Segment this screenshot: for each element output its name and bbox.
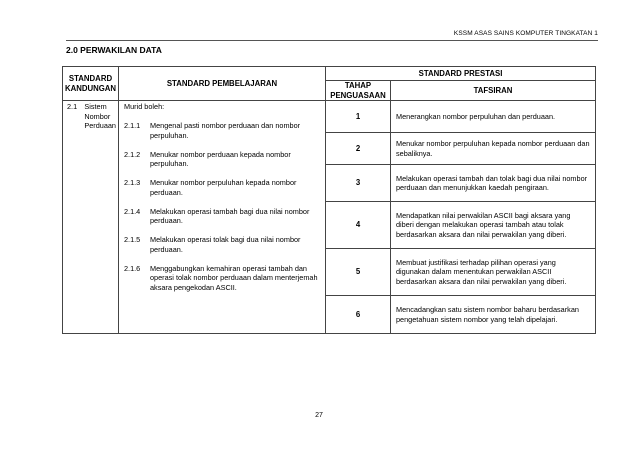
sp-item-number: 2.1.2 [124,149,141,159]
sp-item-text: Melakukan operasi tolak bagi dua nilai nombor perduaan. [150,235,301,254]
sp-item [122,150,322,169]
header-divider [66,40,598,41]
tahap-cell: 4 [326,202,391,249]
tahap-cell: 3 [326,165,391,202]
sp-item-text: Mengenal pasti nombor perduaan dan nombor perpuluhan. [150,121,301,140]
section-title: 2.0 PERWAKILAN DATA [66,45,162,55]
sp-item-number: 2.1.6 [124,263,141,273]
sp-item-text: Menukar nombor perpuluhan kepada nombor perduaan. [150,178,297,197]
sp-item [122,235,322,254]
tafsiran-cell: Mencadangkan satu sistem nombor baharu berdasarkan pengetahuan sistem nombor yang telah dipelajari. [391,296,596,334]
header-tahap-penguasaan: TAHAP PENGUASAAN [326,81,391,101]
header-standard-pembelajaran: STANDARD PEMBELAJARAN [119,67,326,101]
curriculum-table [62,66,596,334]
header-standard-kandungan: STANDARD KANDUNGAN [63,67,119,101]
sp-item [122,178,322,197]
tafsiran-cell: Melakukan operasi tambah dan tolak bagi dua nilai nombor perduaan dan menunjukkan kaedah pengiraan. [391,165,596,202]
tahap-cell: 1 [326,101,391,133]
sp-item [122,121,322,140]
tafsiran-cell: Mendapatkan nilai perwakilan ASCII bagi aksara yang diberi dengan melakukan operasi tambah atau tolak berdasarkan aksara dan nilai perwakilan yang diberi. [391,202,596,249]
tahap-cell: 6 [326,296,391,334]
sp-item-number: 2.1.1 [124,121,141,130]
sp-item [122,207,322,226]
sp-item-text: Menggabungkan kemahiran operasi tambah dan operasi tolak nombor perduaan dalam menterjemah aksara pengekodan ASCII. [150,263,318,292]
tahap-cell: 5 [326,249,391,296]
running-header: KSSM ASAS SAINS KOMPUTER TINGKATAN 1 [453,30,598,37]
sp-item-number: 2.1.5 [124,235,141,244]
sp-item-number: 2.1.4 [124,206,141,216]
page-number: 27 [315,412,323,419]
sp-item-text: Melakukan operasi tambah bagi dua nilai nombor perduaan. [150,206,310,225]
tafsiran-cell: Menerangkan nombor perpuluhan dan perduaan. [391,101,596,133]
header-tafsiran: TAFSIRAN [391,81,596,101]
sp-item [122,264,322,293]
sp-item-text: Menukar nombor perduaan kepada nombor perpuluhan. [150,149,291,168]
tafsiran-cell: Membuat justifikasi terhadap pilihan operasi yang digunakan dalam menentukan perwakilan ASCII berdasarkan aksara dan nilai perwakilan yang diberi. [391,249,596,296]
sp-item-number: 2.1.3 [124,178,141,187]
standard-pembelajaran-cell [119,101,326,334]
sk-number: 2.1 [67,102,78,111]
sk-title: Sistem Nombor Perduaan [84,102,116,130]
sp-intro: Murid boleh: [124,102,165,111]
header-standard-prestasi: STANDARD PRESTASI [326,67,596,81]
tahap-cell: 2 [326,133,391,165]
tafsiran-cell: Menukar nombor perpuluhan kepada nombor perduaan dan sebaliknya. [391,133,596,165]
standard-kandungan-cell [63,101,119,334]
